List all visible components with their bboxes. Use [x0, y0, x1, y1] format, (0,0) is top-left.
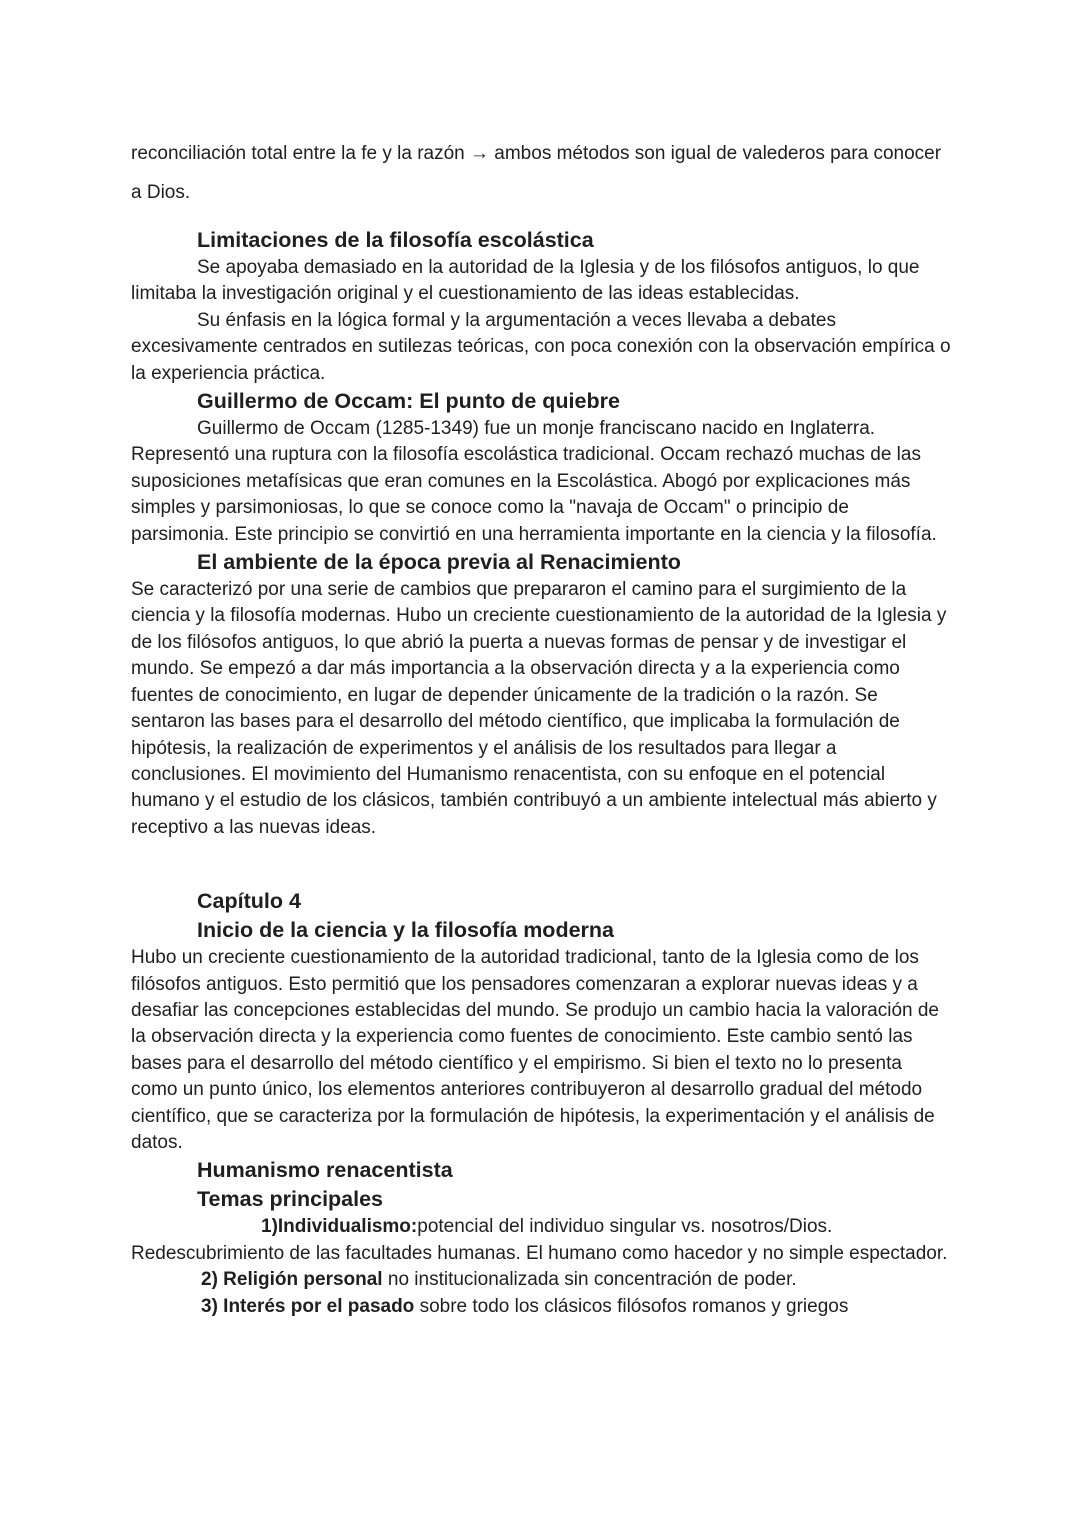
theme-item-2-title: 2) Religión personal — [201, 1269, 383, 1291]
heading-humanismo: Humanismo renacentista — [197, 1158, 453, 1183]
theme-item-3 — [131, 1294, 951, 1320]
theme-item-3-text: sobre todo los clásicos filósofos romanos y griegos — [414, 1295, 849, 1317]
heading-inicio-ciencia: Inicio de la ciencia y la filosofía moderna — [197, 918, 614, 943]
heading-occam: Guillermo de Occam: El punto de quiebre — [197, 389, 620, 414]
theme-item-1-text: potencial del individuo singular vs. nosotros/Dios. Redescubrimiento de las facultades humanas. El humano como hacedor y no simple espectador. — [131, 1216, 948, 1264]
theme-item-2 — [131, 1267, 951, 1293]
theme-item-2-text: no institucionalizada sin concentración de poder. — [382, 1269, 797, 1291]
heading-limitaciones: Limitaciones de la filosofía escolástica — [197, 228, 594, 252]
theme-item-3-title: 3) Interés por el pasado — [201, 1295, 415, 1317]
intro-paragraph: reconciliación total entre la fe y la razón → ambos métodos son igual de valederos para conocer a Dios. — [131, 143, 942, 203]
subheading-temas: Temas principales — [197, 1187, 384, 1212]
limitaciones-paragraph-1: Se apoyaba demasiado en la autoridad de la Iglesia y de los filósofos antiguos, lo que limitaba la investigación original y el cuestionamiento de las ideas establecidas. — [131, 257, 920, 305]
theme-item-1 — [131, 1214, 951, 1267]
occam-paragraph: Guillermo de Occam (1285-1349) fue un monje franciscano nacido en Inglaterra. Representó una ruptura con la filosofía escolástica tradicional. Occam rechazó muchas de las suposiciones metafísicas que eran comunes en la Escolástica. Abogó por explicaciones más simples y parsimoniosas, lo que se conoce como la "navaja de Occam" o principio de parsimonia. Este principio se convirtió en una herramienta importante en la ciencia y la filosofía. — [131, 418, 937, 545]
limitaciones-paragraph-2: Su énfasis en la lógica formal y la argumentación a veces llevaba a debates excesivamente centrados en sutilezas teóricas, con poca conexión con la observación empírica o la experiencia práctica. — [131, 309, 951, 384]
theme-item-1-title: 1)Individualismo: — [261, 1216, 418, 1238]
spacer — [131, 212, 951, 226]
document-page — [131, 134, 951, 1320]
ambiente-paragraph: Se caracterizó por una serie de cambios que prepararon el camino para el surgimiento de la ciencia y la filosofía modernas. Hubo un creciente cuestionamiento de la autoridad de la Iglesia y de los filósofos antiguos, lo que abrió la puerta a nuevas formas de pensar y de investigar el mundo. Se empezó a dar más importancia a la observación directa y a la experiencia como fuentes de conocimiento, en lugar de depender únicamente de la tradición o la razón. Se sentaron las bases para el desarrollo del método científico, que implicaba la formulación de hipótesis, la realización de experimentos y el análisis de los resultados para llegar a conclusiones. El movimiento del Humanismo renacentista, con su enfoque en el potencial humano y el estudio de los clásicos, también contribuyó a un ambiente intelectual más abierto y receptivo a las nuevas ideas. — [131, 579, 947, 838]
chapter-label: Capítulo 4 — [197, 889, 301, 914]
spacer — [131, 841, 951, 887]
heading-ambiente: El ambiente de la época previa al Renacimiento — [197, 550, 681, 575]
capitulo4-paragraph: Hubo un creciente cuestionamiento de la autoridad tradicional, tanto de la Iglesia como de los filósofos antiguos. Esto permitió que los pensadores comenzaran a explorar nuevas ideas y a desafiar las concepciones establecidas del mundo. Se produjo un cambio hacia la valoración de la observación directa y la experiencia como fuentes de conocimiento. Este cambio sentó las bases para el desarrollo del método científico y el empirismo. Si bien el texto no lo presenta como un punto único, los elementos anteriores contribuyeron al desarrollo gradual del método científico, que se caracteriza por la formulación de hipótesis, la experimentación y el análisis de datos. — [131, 947, 940, 1153]
